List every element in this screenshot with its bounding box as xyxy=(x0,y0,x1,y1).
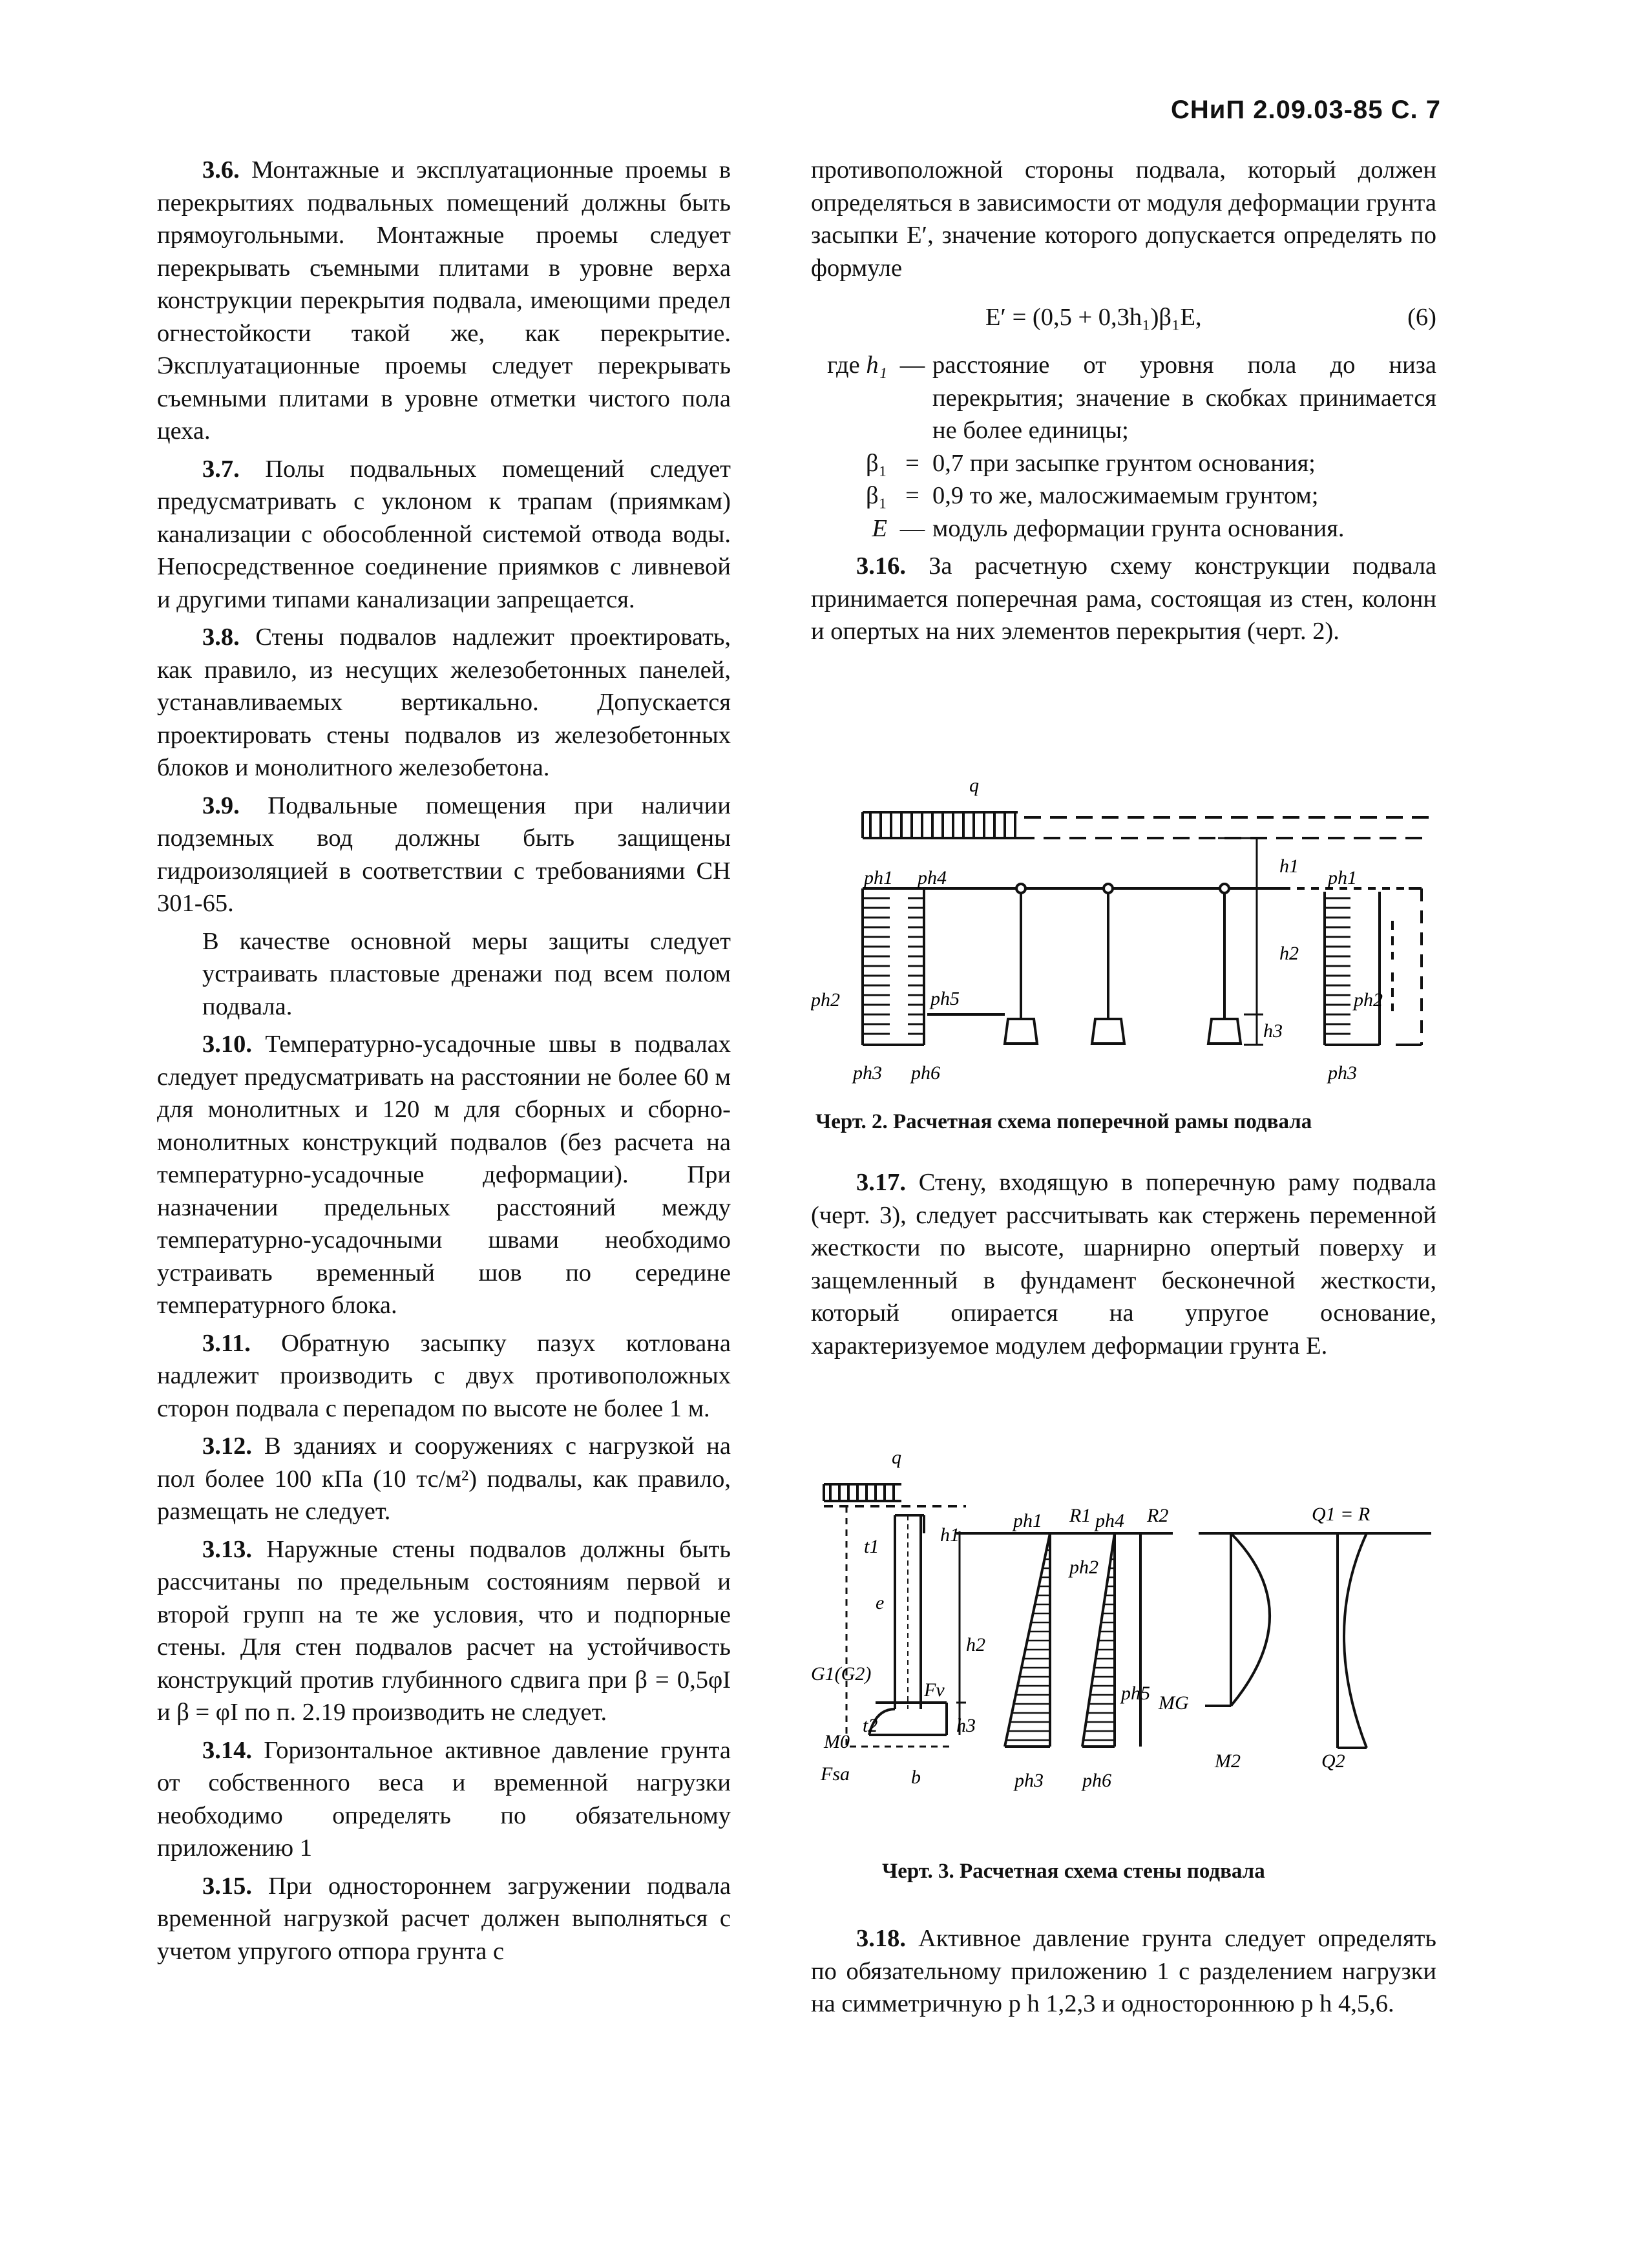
label-fv: Fv xyxy=(924,1679,945,1701)
label-t1: t1 xyxy=(864,1536,879,1557)
clause-number: 3.10. xyxy=(202,1031,252,1058)
paragraph-text: При одностороннем загружении подвала временной нагрузкой расчет должен выполняться с учетом упругого отпора грунта с xyxy=(157,1872,731,1965)
label-m2: M2 xyxy=(1215,1750,1241,1772)
label-ph1: ph1 xyxy=(1013,1510,1042,1531)
paragraph-3-14 xyxy=(157,1734,731,1865)
paragraph-3-9-cont xyxy=(157,925,731,1024)
page-header: СНиП 2.09.03-85 С. 7 xyxy=(1171,96,1441,124)
definition-row xyxy=(811,512,1436,545)
figure-3-wall-scheme xyxy=(811,1438,1451,1812)
label-mg: MG xyxy=(1159,1692,1189,1714)
paragraph-3-13 xyxy=(157,1533,731,1729)
formula-number: (6) xyxy=(1407,304,1436,331)
label-b: b xyxy=(911,1767,921,1788)
paragraph-text: Обратную засыпку пазух котлована надлежит производить с двух противоположных сторон подвала с перепадом по высоте не более 1 м. xyxy=(157,1329,731,1422)
label-m0: M0 xyxy=(824,1731,850,1752)
label-ph6: ph6 xyxy=(1082,1770,1111,1791)
figure-2-frame-scheme xyxy=(811,766,1451,1098)
left-column xyxy=(157,154,731,1968)
label-ph1: ph1 xyxy=(864,867,893,888)
definition-text: 0,7 при засыпке грунтом основания; xyxy=(932,449,1316,477)
label-ph1-right: ph1 xyxy=(1328,867,1357,888)
paragraph-text: Наружные стены подвалов должны быть рассчитаны по предельным состояниям первой и второй групп на те же условия, что и подпорные стены. Для стен подвалов расчет на устойчивость конструкций против глубинного сдвига при β = 0,5φI и β = φI по п. 2.19 производить не следует. xyxy=(157,1535,731,1726)
label-h3: h3 xyxy=(1263,1020,1283,1042)
paragraph-3-12 xyxy=(157,1430,731,1528)
definitions-table xyxy=(811,349,1436,545)
definition-symbol: β₁ xyxy=(865,449,887,477)
label-q: q xyxy=(969,775,979,796)
clause-number: 3.15. xyxy=(202,1872,252,1900)
definition-separator: = xyxy=(905,482,919,509)
paragraph-3-7 xyxy=(157,453,731,616)
paragraph-3-15 xyxy=(157,1870,731,1968)
definition-separator: — xyxy=(899,352,925,379)
clause-number: 3.12. xyxy=(202,1433,252,1460)
label-q1-r: Q1 = R xyxy=(1312,1504,1371,1525)
label-h3: h3 xyxy=(956,1715,976,1736)
paragraph-3-8 xyxy=(157,621,731,784)
right-column-top xyxy=(811,154,1436,648)
definition-symbol: E xyxy=(872,514,887,542)
label-ph6: ph6 xyxy=(911,1062,940,1084)
definition-text: модуль деформации грунта основания. xyxy=(932,514,1345,542)
paragraph-text: Подвальные помещения при наличии подземных вод должны быть защищены гидроизоляцией в соответствии с требованиями СН 301-65. xyxy=(157,792,731,917)
paragraph-3-9 xyxy=(157,790,731,920)
label-ph2: ph2 xyxy=(811,989,840,1011)
paragraph-3-15-cont: противоположной стороны подвала, который должен определяться в зависимости от модуля деформации грунта засыпки E′, значение которого допускается определять по формуле xyxy=(811,156,1436,282)
label-r1: R1 xyxy=(1069,1505,1091,1526)
clause-number: 3.8. xyxy=(202,624,240,651)
paragraph-text: В зданиях и сооружениях с нагрузкой на пол более 100 кПа (10 тс/м²) подвалы, как правило, размещать не следует. xyxy=(157,1433,731,1525)
clause-number: 3.7. xyxy=(202,455,240,483)
definition-symbol xyxy=(811,349,892,447)
clause-number: 3.16. xyxy=(856,552,906,580)
label-fsa: Fsa xyxy=(821,1763,850,1785)
definition-text: расстояние от уровня пола до низа перекрытия; значение в скобках принимается не более единицы; xyxy=(932,352,1436,444)
definition-row xyxy=(811,349,1436,447)
clause-number: 3.6. xyxy=(202,156,240,184)
label-e: e xyxy=(876,1592,885,1613)
label-ph4: ph4 xyxy=(1095,1510,1124,1531)
label-r2: R2 xyxy=(1147,1505,1169,1526)
where-word: где xyxy=(827,352,860,379)
formula-6 xyxy=(811,301,1436,337)
label-t2: t2 xyxy=(863,1715,878,1736)
clause-number: 3.9. xyxy=(202,792,240,819)
label-h1: h1 xyxy=(1279,856,1299,877)
definition-separator: = xyxy=(905,449,919,477)
paragraph-text: Стену, входящую в поперечную раму подвала (черт. 3), следует рассчитывать как стержень переменной жесткости по высоте, шарнирно опертый поверху и защемленный в фундамент бесконечной жесткости, который опирается на упругое основание, характеризуемое модулем деформации грунта E. xyxy=(811,1169,1437,1360)
label-h1: h1 xyxy=(940,1524,960,1546)
clause-number: 3.13. xyxy=(202,1535,252,1563)
right-column-middle xyxy=(811,1166,1436,1362)
label-ph4: ph4 xyxy=(918,867,947,888)
label-ph5: ph5 xyxy=(1121,1683,1150,1704)
paragraph-text: Активное давление грунта следует определять по обязательному приложению 1 с разделением нагрузки на симметричную p h 1,2,3 и одностороннюю p h 4,5,6. xyxy=(811,1925,1436,2017)
definition-separator: — xyxy=(899,514,925,542)
clause-number: 3.17. xyxy=(856,1169,906,1196)
definition-text: 0,9 то же, малосжимаемым грунтом; xyxy=(932,482,1319,509)
clause-number: 3.18. xyxy=(856,1925,906,1952)
paragraph-text: За расчетную схему конструкции подвала принимается поперечная рама, состоящая из стен, колонн и опертых на них элементов перекрытия (черт. 2). xyxy=(811,552,1436,645)
label-q: q xyxy=(892,1447,901,1468)
label-ph3-right: ph3 xyxy=(1328,1062,1357,1084)
figure-3-caption: Черт. 3. Расчетная схема стены подвала xyxy=(882,1860,1265,1883)
paragraph-3-6 xyxy=(157,154,731,448)
label-ph3: ph3 xyxy=(1014,1770,1044,1791)
paragraph-text: Полы подвальных помещений следует предусматривать с уклоном к трапам (приямкам) канализации с обособленной системой отвода воды. Непосредственное соединение приямков с ливневой и другими типами канализации запрещается. xyxy=(157,455,731,613)
paragraph-text: Температурно-усадочные швы в подвалах следует предусматривать на расстоянии не более 60 м для монолитных и 120 м для сборных и сборно-монолитных конструкций подвалов (без расчета на температурно-усадочные деформации). При назначении предельных расстояний между температурно-усадочными швами необходимо устраивать временный шов по середине температурного блока. xyxy=(157,1031,731,1319)
clause-number: 3.11. xyxy=(202,1329,251,1357)
definition-row xyxy=(811,479,1436,512)
label-ph5: ph5 xyxy=(930,988,960,1009)
symbol-h1: h₁ xyxy=(866,352,887,379)
formula-expression: E′ = (0,5 + 0,3h₁)β₁E, xyxy=(985,304,1202,331)
paragraph-3-17 xyxy=(811,1166,1436,1362)
paragraph-text: Горизонтальное активное давление грунта от собственного веса и временной нагрузки необходимо определять по обязательному приложению 1 xyxy=(157,1736,731,1862)
label-g: G1(G2) xyxy=(811,1663,872,1685)
paragraph-3-11 xyxy=(157,1327,731,1425)
label-q2: Q2 xyxy=(1321,1750,1345,1772)
paragraph-text: Стены подвалов надлежит проектировать, как правило, из несущих железобетонных панелей, устанавливаемых вертикально. Допускается проектировать стены подвалов из железобетонных блоков и монолитного железобетона. xyxy=(157,624,731,781)
definition-symbol: β₁ xyxy=(865,482,887,509)
paragraph-text: В качестве основной меры защиты следует устраивать пластовые дренажи под всем полом подвала. xyxy=(202,927,731,1020)
figure-2-caption: Черт. 2. Расчетная схема поперечной рамы подвала xyxy=(815,1110,1312,1133)
label-h2: h2 xyxy=(1279,943,1299,964)
paragraph-3-10 xyxy=(157,1028,731,1322)
paragraph-3-18 xyxy=(811,1922,1436,2021)
paragraph-3-16 xyxy=(811,550,1436,648)
label-h2: h2 xyxy=(966,1634,985,1655)
clause-number: 3.14. xyxy=(202,1736,252,1764)
paragraph-text: Монтажные и эксплуатационные проемы в перекрытиях подвальных помещений должны быть прямоугольными. Монтажные проемы следует перекрывать съемными плитами в уровне верха конструкции перекрытия подвала, имеющими предел огнестойкости такой же, как перекрытие. Эксплуатационные проемы следует перекрывать съемными плитами в уровне отметки чистого пола цеха. xyxy=(157,156,731,445)
label-ph2: ph2 xyxy=(1069,1557,1098,1578)
label-ph2-right: ph2 xyxy=(1354,989,1383,1011)
definition-row xyxy=(811,447,1436,480)
right-column-bottom xyxy=(811,1922,1436,2021)
label-ph3: ph3 xyxy=(853,1062,882,1084)
